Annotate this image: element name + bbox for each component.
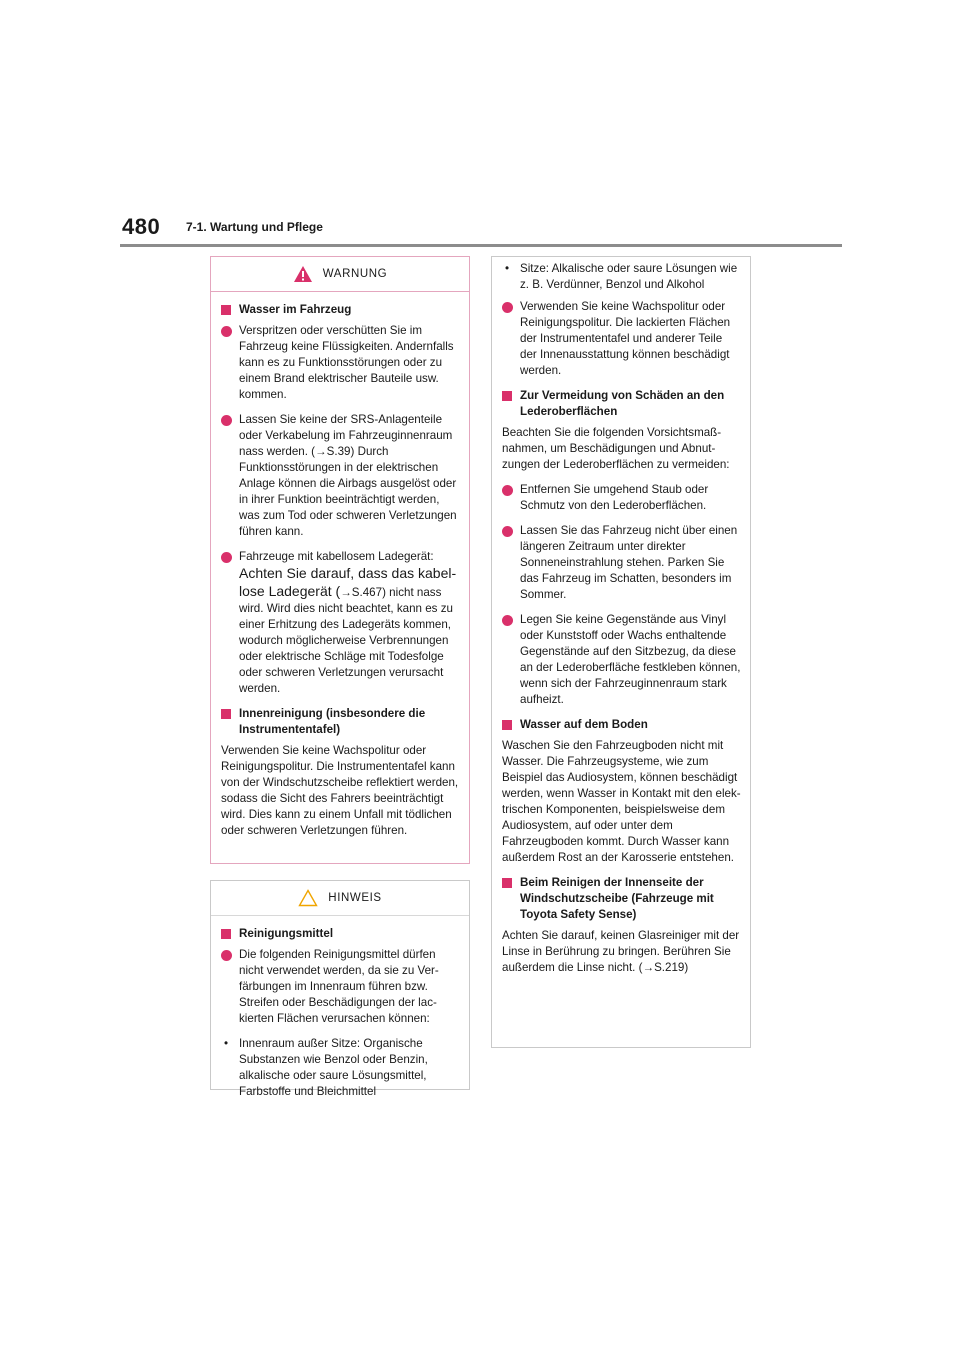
warning-paragraph: Verwenden Sie keine Wachspolitur oder Reinigungspolitur. Die Instrumententafel kann von der Windschutzscheibe reflektiert werden, sodass die Sicht des Fahrers beeinträchtigt wird. Dies kann zu einem Unfall mit tödlichen oder schweren Verletzungen führen. bbox=[221, 744, 459, 837]
header-rule bbox=[120, 244, 842, 247]
notice-bullet-1: Die folgenden Reinigungsmittel dürfen nicht verwendet werden, da sie zu Verfärbungen im Innenraum führen bzw. Streifen oder Beschädigungen der lackierten Flächen verursachen können: bbox=[221, 947, 461, 1027]
warning-box-header bbox=[211, 257, 469, 292]
page-number: 480 bbox=[122, 214, 161, 239]
notice-box-continued bbox=[491, 256, 751, 1048]
notice-paragraph-floor: Waschen Sie den Fahrzeugboden nicht mit Wasser. Die Fahrzeugsysteme, wie zum Beispiel das Audiosystem, können beschädigt werden, wenn Wasser in Kontakt mit den elektrischen Komponenten, beispielsweise dem Audiosystem, auf oder unter dem Fahrzeugboden kommt. Durch Wasser kann außerdem Rost an der Karosserie entstehen. bbox=[502, 739, 741, 864]
warning-heading-water: Wasser im Fahrzeug bbox=[221, 302, 461, 318]
notice-bullet-2: Verwenden Sie keine Wachspolitur oder Reinigungspolitur. Die lackierten Flächen der Instrumententafel und anderer Teile der Innenausstattung können beschädigt werden. bbox=[502, 299, 742, 379]
square-bullet-icon bbox=[221, 929, 231, 939]
round-bullet-icon bbox=[221, 950, 232, 961]
page-header bbox=[120, 214, 842, 248]
square-bullet-icon bbox=[221, 305, 231, 315]
notice-triangle-icon bbox=[298, 889, 318, 907]
square-bullet-icon bbox=[502, 391, 512, 401]
warning-box bbox=[210, 256, 470, 864]
warning-bullet-3: Fahrzeuge mit kabellosem Ladegerät: Achten Sie darauf, dass das kabellose Ladegerät (→S.467) nicht nass wird. Wird dies nicht beachtet, kann es zu einer Erhitzung des Ladegeräts kommen, wodurch möglicherweise Verbrennungen oder elektrische Schläge mit Todesfolge oder schweren Verletzungen verursacht werden. bbox=[221, 549, 461, 697]
round-bullet-icon bbox=[502, 615, 513, 626]
warning-triangle-icon bbox=[293, 265, 313, 283]
notice-title: HINWEIS bbox=[328, 892, 382, 904]
round-bullet-icon bbox=[502, 526, 513, 537]
notice-heading-leather: Zur Vermeidung von Schäden an den Lederoberflächen bbox=[502, 388, 742, 420]
notice-box bbox=[210, 880, 470, 1098]
notice-bullet-5: Legen Sie keine Gegenstände aus Vinyl oder Kunststoff oder Wachs enthaltende Gegenstände auf den Sitzbezug, da diese an der Lederoberfläche festkleben können, wenn sich der Fahrzeuginnenraum stark aufheizt. bbox=[502, 612, 742, 708]
section-title: 7-1. Wartung und Pflege bbox=[186, 220, 323, 234]
round-bullet-icon bbox=[221, 415, 232, 426]
notice-heading-windshield: Beim Reinigen der Innenseite der Windschutzscheibe (Fahrzeuge mit Toyota Safety Sense) bbox=[502, 875, 742, 923]
notice-paragraph-windshield: Achten Sie darauf, keinen Glasreiniger mit der Linse in Berührung zu bringen. Berühren Sie außerdem die Linse nicht. (→S.219) bbox=[502, 929, 740, 974]
notice-bullet-3: Entfernen Sie umgehend Staub oder Schmutz von den Lederoberflächen. bbox=[502, 482, 742, 514]
notice-bullet-4: Lassen Sie das Fahrzeug nicht über einen längeren Zeitraum unter direkter Sonneneinstrahlung stehen. Parken Sie das Fahrzeug im Schatten, besonders im Sommer. bbox=[502, 523, 742, 603]
notice-heading-cleaners: Reinigungsmittel bbox=[221, 926, 461, 942]
notice-subitem-2: • Sitze: Alkalische oder saure Lösungen wie z. B. Verdünner, Benzol und Alkohol bbox=[505, 262, 738, 291]
round-bullet-icon bbox=[221, 326, 232, 337]
page-reference[interactable]: →S.39 bbox=[315, 445, 351, 458]
warning-bullet-1: Verspritzen oder verschütten Sie im Fahrzeug keine Flüssigkeiten. Andernfalls kann es zu Funktionsstörungen oder zu einem Brand elektrischer Bauteile usw. kommen. bbox=[221, 323, 461, 403]
warning-title: WARNUNG bbox=[322, 268, 388, 280]
square-bullet-icon bbox=[502, 878, 512, 888]
notice-subitem-1: • Innenraum außer Sitze: Organische Substanzen wie Benzol oder Benzin, alkalische oder saure Lösungsmittel, Farbstoffe und Bleichmittel bbox=[224, 1037, 428, 1098]
round-bullet-icon bbox=[502, 302, 513, 313]
square-bullet-icon bbox=[502, 720, 512, 730]
square-bullet-icon bbox=[221, 709, 231, 719]
round-bullet-icon bbox=[502, 485, 513, 496]
warning-heading-interior: Innenreinigung (insbesondere die Instrumententafel) bbox=[221, 706, 461, 738]
notice-heading-floor: Wasser auf dem Boden bbox=[502, 717, 742, 733]
page-reference[interactable]: →S.219 bbox=[642, 961, 685, 974]
notice-paragraph-leather: Beachten Sie die folgenden Vorsichtsmaßnahmen, um Beschädigungen und Abnutzungen der Lederoberflächen zu vermeiden: bbox=[502, 426, 730, 471]
notice-box-header bbox=[211, 881, 469, 916]
page-reference[interactable]: →S.467 bbox=[340, 586, 383, 599]
round-bullet-icon bbox=[221, 552, 232, 563]
warning-bullet-2: Lassen Sie keine der SRS-Anlagenteile oder Verkabelung im Fahrzeuginnenraum nass werden. (→S.39) Durch Funktionsstörungen in der elektrischen Anlage können die Airbags ausgelöst oder in ihrer Funktion beeinträchtigt werden, was zum Tod oder schweren Verletzungen führen kann. bbox=[221, 412, 461, 540]
